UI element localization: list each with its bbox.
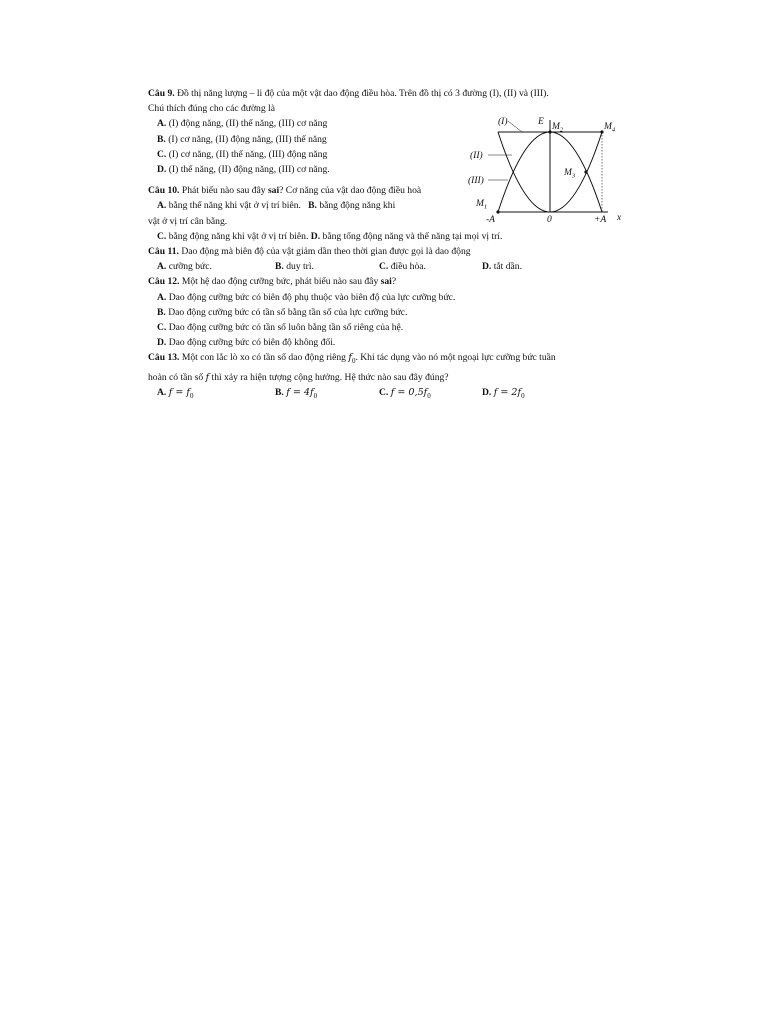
option-key: C. [157, 230, 167, 242]
question-11-options [148, 259, 648, 274]
question-13-text-post: . Khi tác dụng vào nó một ngoại lực cưỡng bức tuần [355, 352, 556, 364]
leader-I [508, 121, 522, 132]
label-M4-sub: 4 [611, 126, 616, 134]
option-expr: f = f [168, 386, 190, 398]
question-11-option-b [275, 259, 379, 274]
question-11 [148, 244, 648, 274]
option-sub: 0 [313, 391, 318, 400]
question-13 [148, 350, 648, 403]
label-M2-sub: 2 [559, 126, 564, 134]
question-10-label: Câu 10. [148, 185, 180, 197]
label-M2 [551, 122, 564, 134]
question-13-text-2-post: thì xảy ra hiện tượng cộng hưởng. Hệ thức nào sau đây đúng? [211, 371, 449, 383]
option-text: điều hòa. [390, 261, 426, 273]
option-key: A. [157, 261, 167, 273]
option-key: D. [157, 337, 167, 349]
question-10-emphasis: sai [267, 185, 280, 197]
option-sub: 0 [189, 391, 194, 400]
point-M3 [584, 170, 587, 173]
option-key: C. [157, 148, 167, 160]
option-text: (I) cơ năng, (II) thế năng, (III) động năng [168, 148, 328, 160]
question-10-options-cd [148, 229, 648, 244]
question-9-text-cont: Chú thích đúng cho các đường là [148, 103, 275, 115]
option-text: Dao động cưỡng bức có tần số bằng tần số của lực cưỡng bức. [168, 306, 408, 318]
label-M4 [603, 122, 616, 134]
question-11-option-a [157, 259, 275, 274]
option-key: D. [157, 164, 167, 176]
option-key: B. [308, 200, 317, 212]
question-13-options [148, 385, 648, 404]
question-13-text: Một con lắc lò xo có tần số dao động riêng [181, 352, 346, 364]
option-text: (I) động năng, (II) thế năng, (III) cơ năng [168, 118, 328, 130]
option-key: B. [275, 261, 284, 273]
symbol-f: f [205, 371, 210, 383]
tick-neg-A: -A [486, 215, 495, 224]
label-II: (II) [470, 151, 483, 161]
option-text: Dao động cưỡng bức có biên độ phụ thuộc vào biên độ của lực cưỡng bức. [168, 291, 456, 303]
option-key: A. [157, 200, 167, 212]
label-M2-text: M [552, 122, 560, 132]
option-text: duy trì. [286, 261, 314, 273]
question-13-label: Câu 13. [148, 352, 180, 364]
question-10-option-b-cont: vật ở vị trí cân bằng. [148, 215, 228, 227]
question-13-stem-cont [148, 370, 648, 385]
option-key: B. [157, 306, 166, 318]
question-13-option-a [157, 385, 275, 404]
option-text: bằng thế năng khi vật ở vị trí biên. [168, 200, 301, 212]
energy-displacement-graph [468, 112, 628, 224]
option-key: D. [310, 230, 321, 242]
question-13-text-2: hoàn có tần số [148, 371, 204, 383]
label-M3-sub: 3 [571, 172, 576, 180]
option-key: A. [157, 386, 167, 398]
label-M4-text: M [604, 122, 612, 132]
label-M1-text: M [476, 199, 484, 209]
label-M3 [563, 168, 576, 180]
option-text: cưỡng bức. [168, 261, 212, 273]
tick-pos-A: +A [594, 215, 607, 224]
option-text: (I) thế năng, (II) động năng, (III) cơ năng. [168, 164, 330, 176]
option-text: Dao động cưỡng bức có biên độ không đổi. [168, 337, 336, 349]
option-key: D. [482, 386, 492, 398]
question-13-option-d [482, 385, 525, 404]
option-text: bằng động năng khi [319, 200, 396, 212]
question-12-text: Một hệ dao động cưỡng bức, phát biểu nào sau đây [181, 276, 379, 288]
question-9-text: Đồ thị năng lượng – li độ của một vật dao động điều hòa. Trên đồ thị có 3 đường (I), (II) và (III). [177, 88, 549, 99]
option-sub: 0 [521, 391, 525, 400]
question-12-text-post: ? [391, 276, 397, 288]
question-9-stem [148, 86, 648, 101]
axis-label-E: E [538, 117, 544, 127]
label-M1 [475, 199, 487, 211]
question-11-option-c [379, 259, 482, 274]
option-text: bằng tổng động năng và thế năng tại mọi vị trí. [322, 230, 503, 242]
question-12 [148, 274, 648, 350]
question-12-stem [148, 274, 648, 289]
symbol-f: f [348, 352, 352, 364]
option-text: tắt dần. [493, 261, 522, 273]
symbol-sub: 0 [351, 357, 356, 366]
question-13-option-c [379, 385, 482, 404]
question-11-option-d [482, 259, 522, 274]
question-12-label: Câu 12. [148, 276, 180, 288]
question-12-option-b [148, 305, 648, 320]
question-10-options-ab [148, 198, 457, 213]
question-12-option-d [148, 335, 648, 350]
question-13-option-b [275, 385, 379, 404]
question-11-text: Dao động mà biên độ của vật giảm dần theo thời gian được gọi là dao động [181, 246, 471, 258]
option-text: (I) cơ năng, (II) động năng, (III) thế năng [168, 133, 327, 145]
option-text: bằng động năng khi vật ở vị trí biên. [168, 230, 309, 242]
label-M1-sub: 1 [483, 203, 488, 211]
question-11-label: Câu 11. [148, 246, 179, 258]
question-12-option-c [148, 320, 648, 335]
option-key: C. [379, 386, 389, 398]
question-10-text-post: ? Cơ năng của vật dao động điều hoà [279, 185, 422, 197]
point-M1 [496, 210, 499, 213]
option-key: B. [275, 386, 284, 398]
option-expr: f = 0,5f [390, 386, 428, 398]
question-10-stem [148, 183, 448, 198]
option-key: A. [157, 118, 167, 130]
question-12-option-a [148, 290, 648, 305]
tick-zero: 0 [547, 215, 552, 224]
question-12-emphasis: sai [380, 276, 392, 288]
question-9-label: Câu 9. [148, 88, 175, 99]
option-key: D. [482, 261, 492, 273]
label-M3-text: M [564, 168, 572, 178]
axis-label-x: x [617, 213, 622, 223]
question-11-stem [148, 244, 648, 259]
option-key: A. [157, 291, 167, 303]
label-III: (III) [468, 176, 484, 186]
option-key: C. [157, 322, 167, 334]
question-10-text: Phát biểu nào sau đây [181, 185, 266, 197]
label-I: (I) [498, 117, 508, 127]
option-key: B. [157, 133, 166, 145]
option-sub: 0 [427, 391, 431, 400]
option-key: C. [379, 261, 389, 273]
option-expr: f = 2f [493, 386, 522, 398]
option-expr: f = 4f [286, 386, 314, 398]
question-13-stem [148, 350, 648, 369]
option-text: Dao động cưỡng bức có tần số luôn bằng tần số riêng của hệ. [168, 322, 404, 334]
